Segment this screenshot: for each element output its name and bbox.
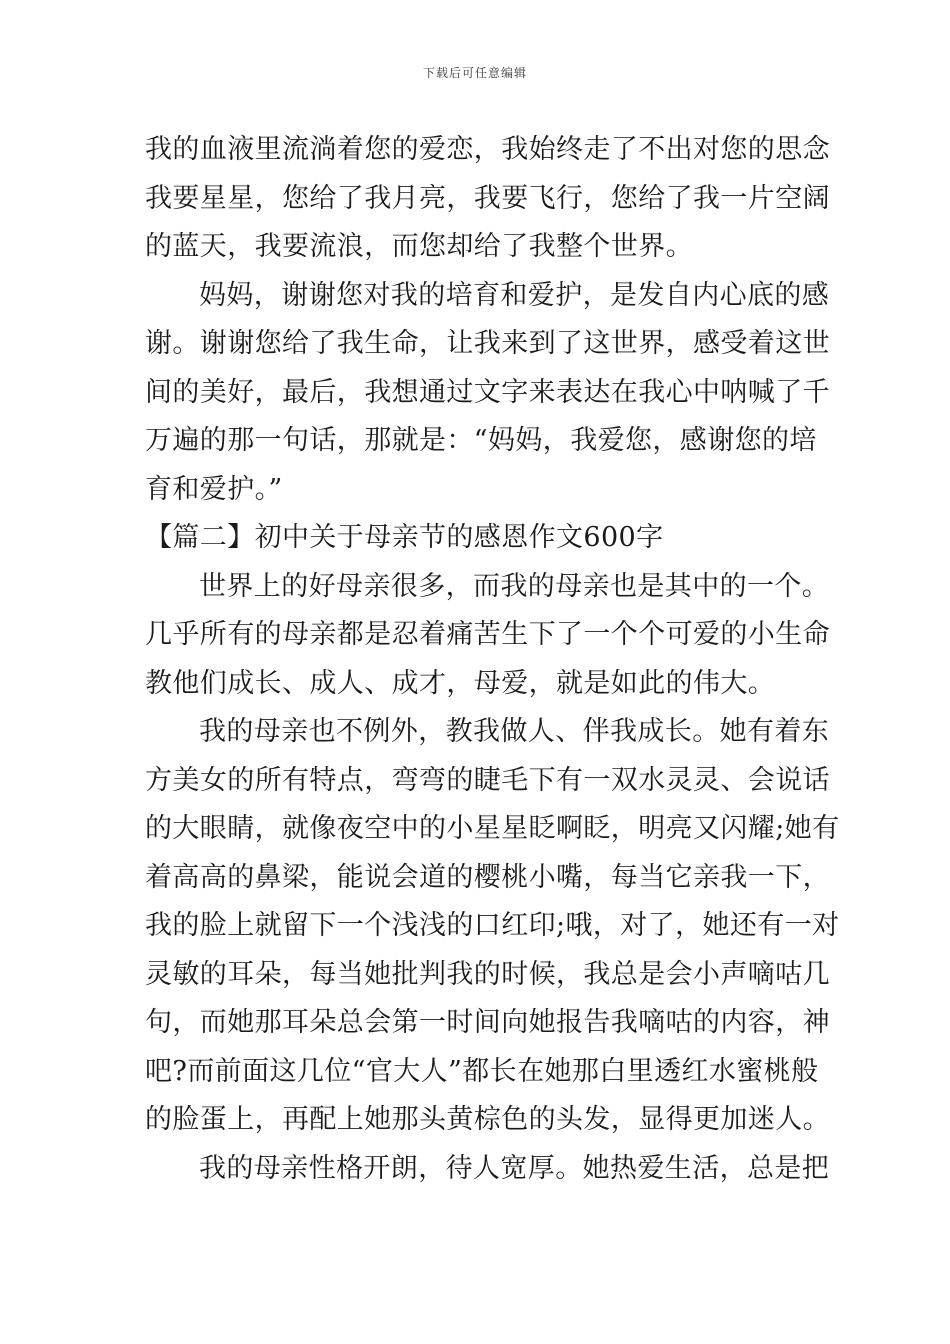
text-line: 我的血液里流淌着您的爱恋，我始终走了不出对您的思念	[145, 134, 830, 165]
text-line: 几乎所有的母亲都是忍着痛苦生下了一个个可爱的小生命	[145, 619, 830, 650]
text-line: 万遍的那一句话，那就是：“妈妈，我爱您，感谢您的培	[145, 425, 817, 456]
paragraph-start: 我的母亲性格开朗，待人宽厚。她热爱生活，总是把	[199, 1152, 830, 1184]
text-line: 教他们成长、成人、成才，母爱，就是如此的伟大。	[145, 667, 776, 699]
text-line: 着高高的鼻梁，能说会道的樱桃小嘴，每当它亲我一下，	[145, 861, 830, 893]
document-body	[145, 126, 840, 1193]
text-line: 句，而她那耳朵总会第一时间向她报告我嘀咕的内容，神	[145, 1007, 830, 1038]
paragraph-start: 我的母亲也不例外，教我做人、伴我成长。她有着东	[199, 716, 830, 747]
text-line: 灵敏的耳朵，每当她批判我的时候，我总是会小声嘀咕几	[145, 958, 830, 990]
text-line: 方美女的所有特点，弯弯的睫毛下有一双水灵灵、会说话	[145, 764, 830, 796]
paragraph-start: 妈妈，谢谢您对我的培育和爱护，是发自内心底的感	[199, 279, 830, 311]
text-line: 我要星星，您给了我月亮，我要飞行，您给了我一片空阔	[145, 182, 830, 214]
text-line: 的蓝天，我要流浪，而您却给了我整个世界。	[145, 231, 693, 262]
text-line: 育和爱护。”	[145, 473, 283, 505]
paragraph-start: 世界上的好母亲很多，而我的母亲也是其中的一个。	[199, 570, 830, 602]
page-header: 下载后可任意编辑	[422, 66, 527, 80]
text-line: 间的美好，最后，我想通过文字来表达在我心中呐喊了千	[145, 376, 830, 408]
text-line: 的脸蛋上，再配上她那头黄棕色的头发，显得更加迷人。	[145, 1104, 830, 1135]
text-line: 的大眼睛，就像夜空中的小星星眨啊眨，明亮又闪耀;她有	[145, 813, 840, 844]
text-line: 谢。谢谢您给了我生命，让我来到了这世界，感受着这世	[145, 328, 830, 359]
text-line: 我的脸上就留下一个浅浅的口红印;哦，对了，她还有一对	[145, 910, 840, 941]
text-line: 吧?而前面这几位“官大人”都长在她那白里透红水蜜桃般	[145, 1055, 819, 1087]
section-heading: 【篇二】初中关于母亲节的感恩作文600字	[145, 522, 664, 553]
